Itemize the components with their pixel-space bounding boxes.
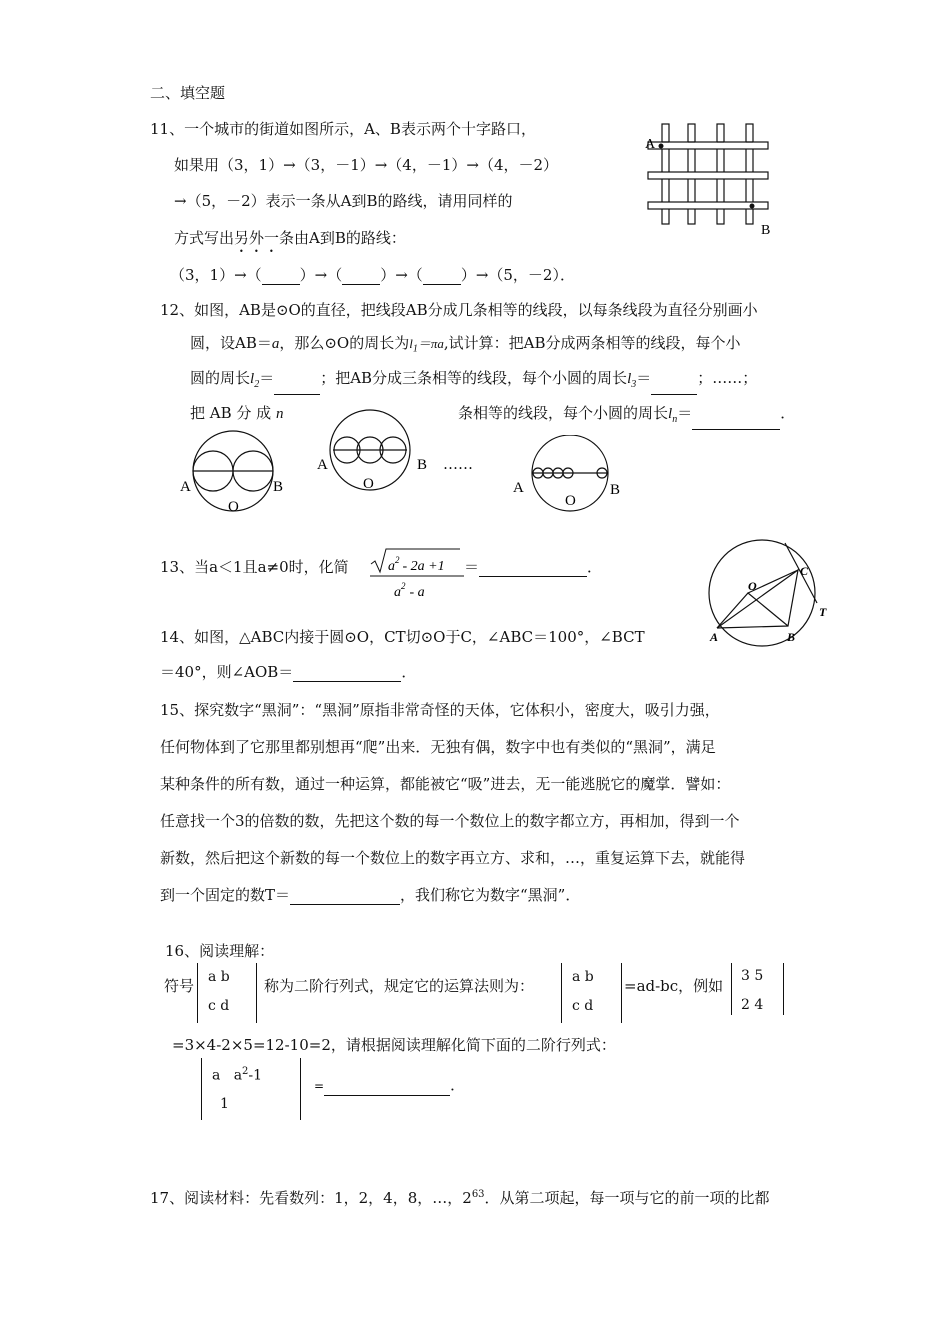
q12-l3-letter: l	[627, 371, 632, 387]
point-a-dot	[659, 144, 664, 149]
q15-line6-b: ，我们称它为数字“黑洞”．	[400, 886, 581, 904]
q17-exp: 63	[471, 1189, 485, 1200]
q13-lead: 13、当a＜1且a≠0时，化简	[160, 558, 349, 576]
q11-blank-2[interactable]	[342, 268, 380, 285]
det1-right-bar	[256, 963, 257, 1023]
fig14-label-a: A	[710, 630, 719, 644]
q11-line4	[174, 228, 406, 256]
det2-row2: c d	[572, 998, 594, 1014]
q16-answer	[314, 1075, 465, 1096]
fig3-label-b: B	[610, 482, 621, 498]
q13-num-b: - 2a +1	[402, 559, 445, 574]
q13-fraction	[368, 546, 478, 604]
q17-line-b: ．从第二项起，每一项与它的前一项的比都	[484, 1189, 770, 1207]
q13-eq: ＝	[464, 558, 480, 576]
q11-line2: 如果用（3，1）→（3，－1）→（4，－1）→（4，－2）	[174, 156, 559, 174]
q11-line5	[170, 265, 575, 285]
q14-blank[interactable]	[293, 665, 401, 682]
q16-eq: =	[314, 1079, 325, 1093]
q11-line1: 11、一个城市的街道如图所示，A、B表示两个十字路口，	[150, 120, 536, 138]
q17-line-a: 17、阅读材料：先看数列：1，2，4，8，…，2	[150, 1189, 472, 1207]
q11-line5-d: ）→（5，－2）．	[460, 266, 575, 284]
q11-line3: →（5，－2）表示一条从A到B的路线，请用同样的	[174, 192, 513, 210]
q12-blank-l2[interactable]	[274, 378, 320, 395]
q15-line6	[160, 885, 580, 905]
q12-line3-a: 圆的周长	[190, 369, 251, 387]
q13-tail	[464, 557, 602, 577]
q12-l1	[409, 336, 444, 355]
q16-end: ．	[450, 1076, 466, 1094]
street-grid-figure	[640, 122, 780, 242]
q12-line4-a-text: 把 AB 分 成	[190, 404, 272, 422]
q12-line2	[190, 333, 741, 360]
det3-right-bar	[783, 963, 784, 1015]
q12-ln-sub: n	[672, 414, 678, 425]
fig14-label-c: C	[800, 564, 809, 578]
q11-line5-b: ）→（	[299, 266, 343, 284]
det2-row1: a b	[572, 969, 594, 985]
street-horizontal-2	[648, 172, 768, 179]
fig3-label-o: O	[565, 493, 576, 509]
q13-num-a: a	[388, 559, 395, 574]
fig14-label-t: T	[819, 605, 827, 619]
q12-l3	[627, 371, 637, 390]
det4-row1-exp: 2	[242, 1066, 249, 1077]
svg-text:a2- a	[394, 581, 425, 600]
grid-label-b: B	[761, 223, 771, 238]
q16-blank[interactable]	[324, 1079, 450, 1096]
q16-mid-text: 称为二阶行列式，规定它的运算法则为：	[264, 977, 535, 995]
fig2-label-a: A	[317, 457, 328, 473]
q13-den-exp: 2	[401, 581, 406, 591]
fig1-label-a: A	[180, 479, 191, 495]
q16-fuhao: 符号	[164, 977, 195, 995]
fig14-label-b: B	[787, 630, 796, 644]
q13-blank[interactable]	[479, 560, 587, 577]
q11-emphasis: 另外一	[234, 229, 280, 247]
q12-l2-sub: 2	[254, 379, 260, 390]
q12-line3-b: ＝	[259, 369, 275, 387]
fig14-label-o: O	[748, 579, 757, 593]
q12-line2-b: ，那么⊙O的周长为	[279, 334, 410, 352]
grid-label-a: A	[645, 137, 656, 152]
det4-right-bar	[300, 1058, 301, 1120]
q12-l1-sub: 1	[412, 343, 418, 355]
section-title: 二、填空题	[150, 84, 226, 102]
det4-row1-a: a a	[212, 1067, 243, 1084]
det1-row1: a b	[208, 969, 230, 985]
q13-den-b: - a	[409, 585, 425, 600]
q12-var-n: n	[275, 406, 284, 422]
q13-end: ．	[587, 558, 603, 576]
q12-l3-sub: 3	[631, 379, 637, 390]
q15-line2: 任何物体到了它那里都别想再“爬”出来．无独有偶，数字中也有类似的“黑洞”，满足	[160, 738, 716, 756]
q12-line1: 12、如图，AB是⊙O的直径，把线段AB分成几条相等的线段，以每条线段为直径分别画小	[160, 301, 758, 319]
q12-line4-c: ＝	[677, 404, 693, 422]
q16-example: =3×4-2×5=12-10=2，请根据阅读理解化简下面的二阶行列式：	[172, 1036, 616, 1054]
q11-line4-a: 方式写出	[174, 229, 235, 247]
circle-figure-3-parts	[315, 408, 435, 493]
q14-line2	[160, 662, 416, 682]
det4-row2: 1	[220, 1096, 229, 1112]
q17-line	[150, 1185, 770, 1208]
q12-line4-b-text: 条相等的线段，每个小圆的周长	[458, 404, 669, 422]
q15-line3: 某种条件的所有数，通过一种运算，都能被它“吸”进去，无一能逃脱它的魔掌．譬如：	[160, 775, 731, 793]
q15-line1: 15、探究数字“黑洞”：“黑洞”原指非常奇怪的天体，它体积小，密度大，吸引力强，	[160, 701, 720, 719]
q12-l2-letter: l	[250, 371, 255, 387]
q12-line4-b	[458, 403, 795, 430]
q11-line5-a: （3，1）→（	[170, 266, 262, 284]
det2-right-bar	[621, 963, 622, 1023]
q11-blank-3[interactable]	[423, 268, 461, 285]
q15-blank[interactable]	[290, 888, 400, 905]
circle-figure-2-parts	[175, 425, 300, 520]
circle-figure-n-parts	[510, 435, 630, 515]
det3-left-bar	[731, 963, 732, 1015]
q16-title: 16、阅读理解：	[165, 942, 275, 960]
det1-left-bar	[197, 963, 198, 1023]
q12-var-a: a	[271, 336, 280, 352]
q11-line4-b: 条由A到B的路线：	[279, 229, 406, 247]
q12-ln-letter: l	[668, 406, 673, 422]
q12-blank-ln[interactable]	[692, 413, 780, 430]
figure-ellipsis: ……	[443, 455, 473, 473]
q12-ln	[668, 406, 678, 425]
q16-rule: =ad-bc，例如	[624, 977, 724, 995]
q12-line2-c: ,试计算：把AB分成两条相等的线段，每个小	[443, 334, 741, 352]
q12-line3-c: ；把AB分成三条相等的线段，每个小圆的周长	[320, 369, 628, 387]
q13-num-exp: 2	[395, 555, 400, 565]
det1-row2: c d	[208, 998, 230, 1014]
det4-left-bar	[201, 1058, 202, 1120]
q13-den-a: a	[394, 585, 401, 600]
q12-line3-e: ；……；	[697, 369, 758, 387]
street-horizontal-1	[648, 142, 768, 149]
q12-line2-a: 圆，设AB＝	[190, 334, 272, 352]
q15-line6-a: 到一个固定的数T＝	[160, 886, 291, 904]
q12-l1-letter: l	[409, 336, 413, 351]
det3-row2: 2 4	[741, 997, 764, 1013]
fig2-label-b: B	[417, 457, 428, 473]
q12-line3	[190, 368, 757, 395]
q12-line3-d: ＝	[636, 369, 652, 387]
q15-line5: 新数，然后把这个新数的每一个数位上的数字再立方、求和，…，重复运算下去，就能得	[160, 849, 746, 867]
q11-line5-c: ）→（	[380, 266, 423, 284]
det4-row1-b: -1	[248, 1067, 263, 1084]
q12-l2	[250, 371, 260, 390]
q12-line4-a	[190, 403, 283, 424]
q15-line4: 任意找一个3的倍数的数，先把这个数的每一个数位上的数字都立方，再相加，得到一个	[160, 812, 740, 830]
q12-blank-l3[interactable]	[651, 378, 697, 395]
q11-blank-1[interactable]	[262, 268, 300, 285]
fig2-label-o: O	[363, 476, 374, 492]
inscribed-triangle-figure	[700, 538, 840, 648]
svg-text:a2- 2a +1	[388, 555, 445, 574]
det4-row1	[212, 1062, 262, 1086]
q12-line4-d: ．	[780, 404, 796, 422]
det3-row1: 3 5	[741, 968, 764, 984]
q14-line1: 14、如图，△ABC内接于圆⊙O，CT切⊙O于C，∠ABC＝100°，∠BCT	[160, 628, 645, 646]
q14-end: ．	[401, 663, 417, 681]
q12-l1-eq: ＝πa	[417, 336, 444, 351]
q14-line2-a: ＝40°，则∠AOB＝	[160, 663, 294, 681]
fig3-label-a: A	[513, 480, 524, 496]
fig1-label-o: O	[228, 499, 239, 515]
point-b-dot	[750, 204, 755, 209]
det2-left-bar	[561, 963, 562, 1023]
fig1-label-b: B	[273, 479, 284, 495]
